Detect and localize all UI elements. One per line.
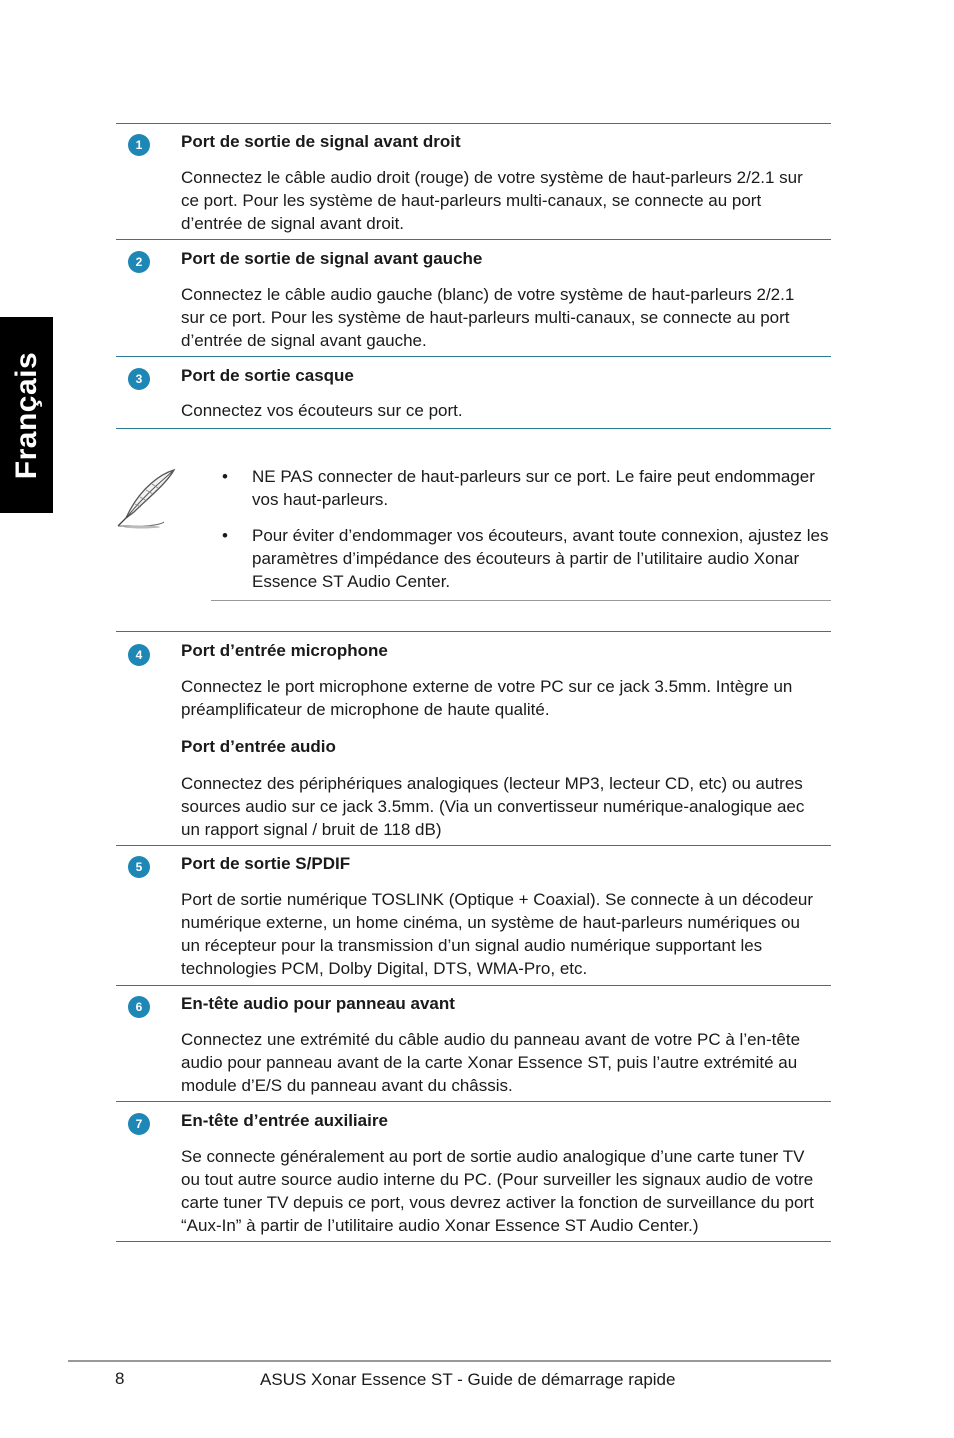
section-number-badge: 3 <box>128 368 150 390</box>
section-title: Port de sortie de signal avant gauche <box>181 249 483 268</box>
bullet: • <box>222 526 228 545</box>
pen-icon <box>112 466 180 530</box>
section-divider <box>116 239 831 240</box>
section-divider <box>116 985 831 986</box>
section-number-badge: 6 <box>128 996 150 1018</box>
section-text: Connectez vos écouteurs sur ce port. <box>181 401 463 420</box>
footer-divider <box>68 1360 831 1362</box>
page-number: 8 <box>115 1369 125 1388</box>
section-divider <box>116 356 831 357</box>
section-subtitle: Port d’entrée audio <box>181 737 336 756</box>
section-text: Connectez le câble audio gauche (blanc) de votre système de haut-parleurs 2/2.1 sur ce port. Pour les système de haut-parleurs multi-canaux, se connecte au port d’entrée de signal avant gauche. <box>181 285 795 350</box>
note-text: NE PAS connecter de haut-parleurs sur ce port. Le faire peut endommager vos haut-parleurs. <box>252 467 815 509</box>
section-title: Port de sortie de signal avant droit <box>181 132 461 151</box>
bullet: • <box>222 467 228 486</box>
section-text: Connectez le port microphone externe de votre PC sur ce jack 3.5mm. Intègre un préamplificateur de microphone de haute qualité. <box>181 677 793 719</box>
section-title: Port de sortie S/PDIF <box>181 854 351 873</box>
section-title: Port d’entrée microphone <box>181 641 388 660</box>
section-text: Connectez une extrémité du câble audio du panneau avant de votre PC à l’en-tête audio pour panneau avant de la carte Xonar Essence ST, puis l’autre extrémité au module d’E/S du panneau avant du châssis. <box>181 1030 801 1095</box>
section-number-badge: 1 <box>128 134 150 156</box>
section-divider <box>116 1241 831 1242</box>
section-divider <box>116 631 831 632</box>
section-text: Connectez le câble audio droit (rouge) de votre système de haut-parleurs 2/2.1 sur ce port. Pour les système de haut-parleurs multi-canaux, se connecte au port d’entrée de signal avant droit. <box>181 168 803 233</box>
language-tab-label: Français <box>10 351 43 479</box>
section-number-badge: 2 <box>128 251 150 273</box>
note-bottom-divider <box>211 600 831 601</box>
language-tab <box>0 317 53 513</box>
section-divider <box>116 1101 831 1102</box>
section-title: Port de sortie casque <box>181 366 354 385</box>
note-top-divider <box>116 428 831 429</box>
section-number-badge: 7 <box>128 1113 150 1135</box>
section-text: Connectez des périphériques analogiques (lecteur MP3, lecteur CD, etc) ou autres sources audio sur ce jack 3.5mm. (Via un convertisseur numérique-analogique aec un rapport signal / bruit de 118 dB) <box>181 774 805 839</box>
note-text: Pour éviter d’endommager vos écouteurs, avant toute connexion, ajustez les paramètres d’impédance des écouteurs à partir de l’utilitaire audio Xonar Essence ST Audio Center. <box>252 526 829 591</box>
footer-title: ASUS Xonar Essence ST - Guide de démarrage rapide <box>260 1370 676 1389</box>
section-text: Port de sortie numérique TOSLINK (Optique + Coaxial). Se connecte à un décodeur numérique externe, un home cinéma, un système de haut-parleurs numériques ou un récepteur pour la transmission d’un signal audio numérique supportant les technologies PCM, Dolby Digital, DTS, WMA-Pro, etc. <box>181 890 814 978</box>
section-text: Se connecte généralement au port de sortie audio analogique d’une carte tuner TV ou tout autre source audio interne du PC. (Pour surveiller les signaux audio de votre carte tuner TV depuis ce port, vous devrez activer la fonction de surveillance du port “Aux-In” à partir de l’utilitaire audio Xonar Essence ST Audio Center.) <box>181 1147 814 1235</box>
section-divider <box>116 123 831 124</box>
section-title: En-tête audio pour panneau avant <box>181 994 455 1013</box>
section-number-badge: 5 <box>128 856 150 878</box>
section-title: En-tête d’entrée auxiliaire <box>181 1111 388 1130</box>
section-divider <box>116 845 831 846</box>
section-number-badge: 4 <box>128 644 150 666</box>
